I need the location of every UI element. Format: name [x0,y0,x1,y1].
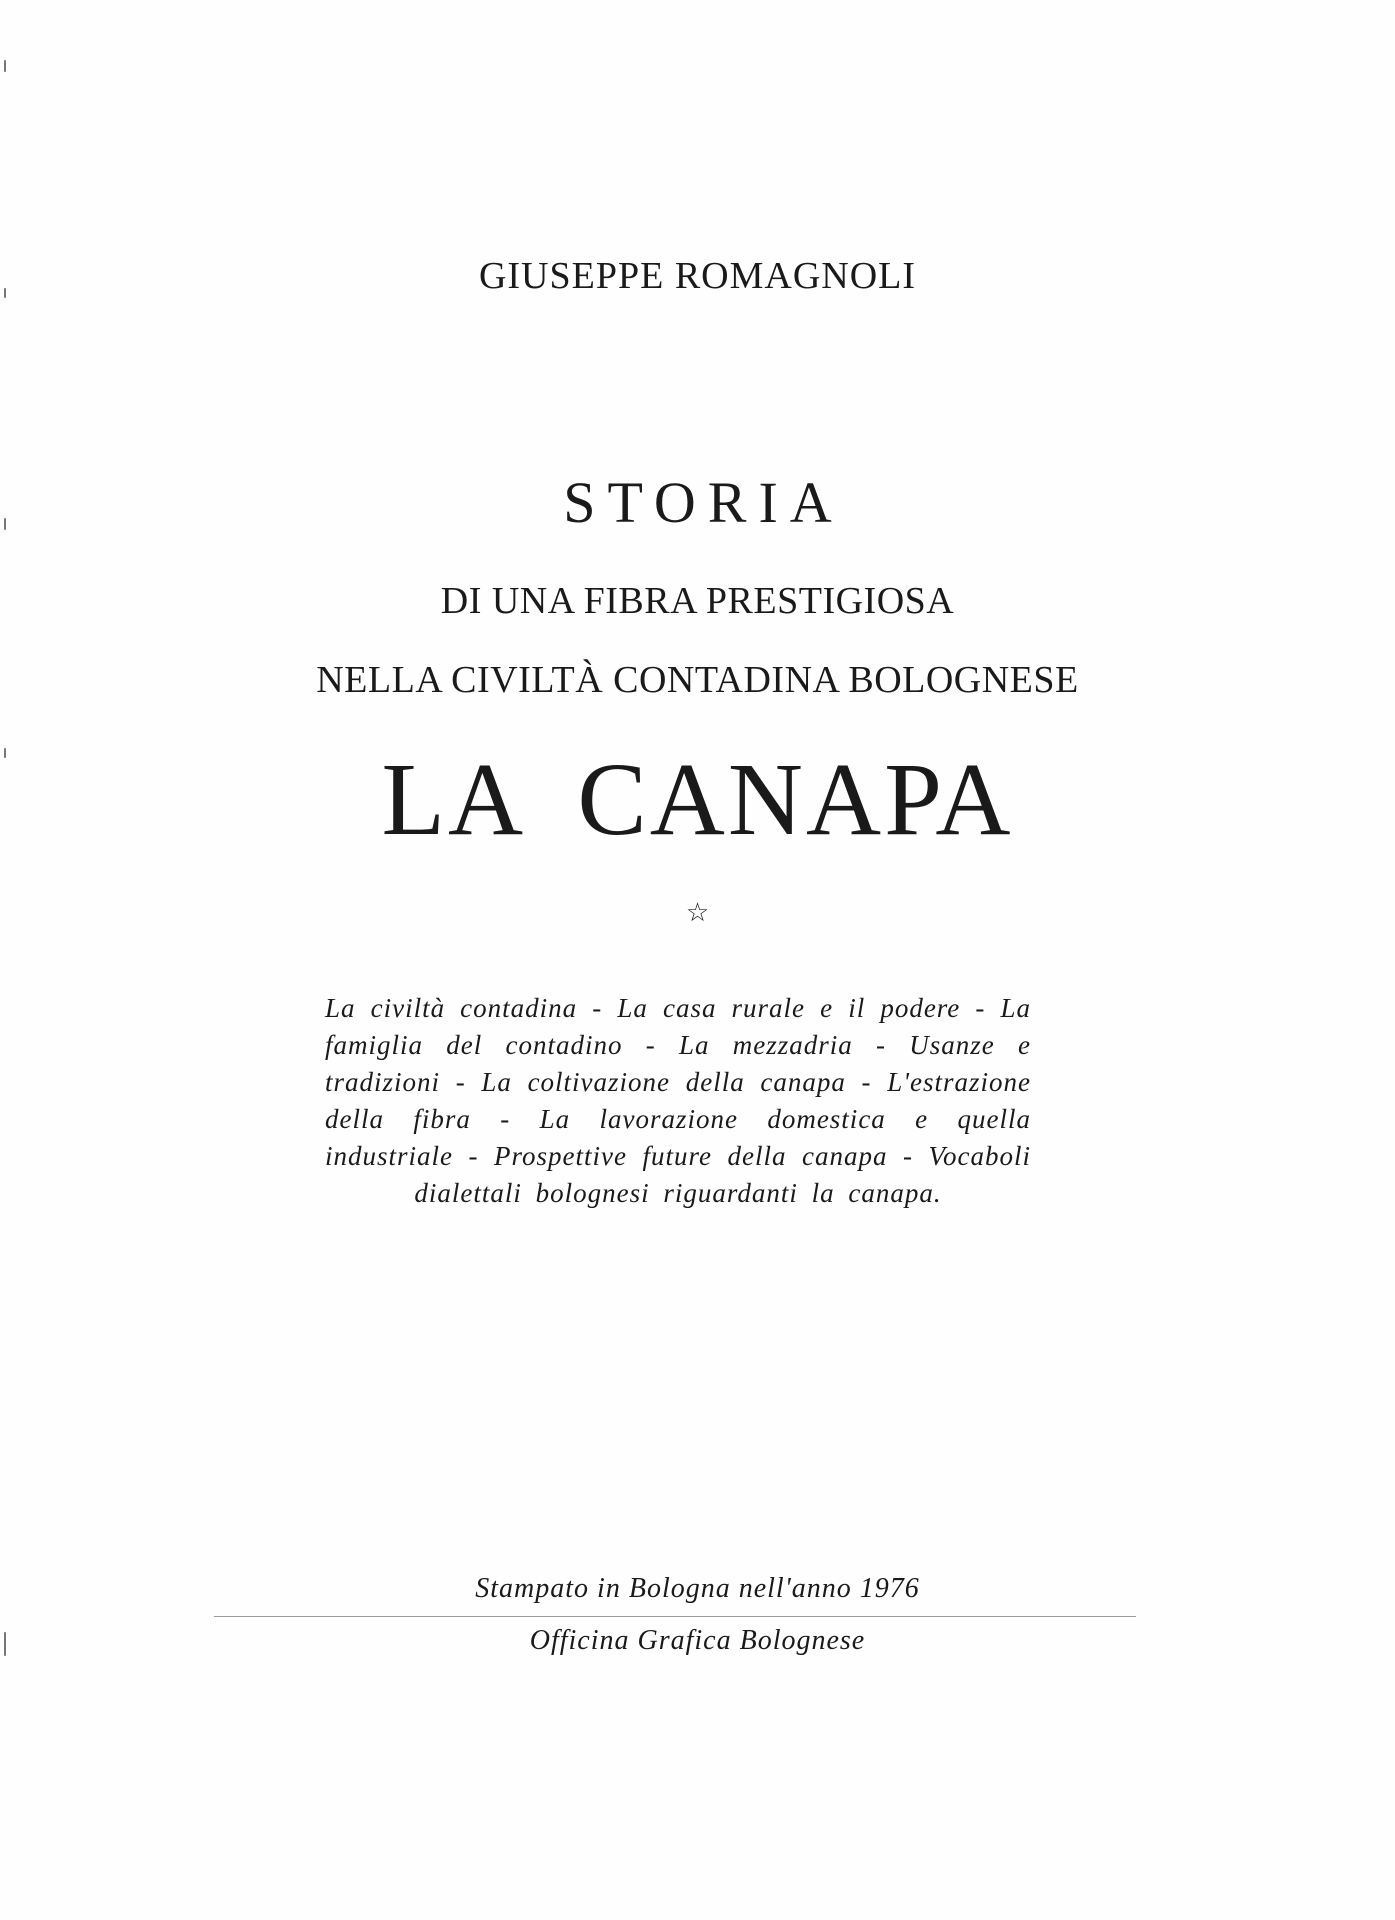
author-name: GIUSEPPE ROMAGNOLI [478,255,917,297]
star-icon: ☆ [685,898,710,928]
subtitle-line-2: NELLA CIVILTÀ CONTADINA BOLOGNESE [316,659,1079,701]
title-big: LA CANAPA [381,742,1014,857]
contents-summary: La civiltà contadina - La casa rurale e il podere - La famiglia del contadino - La mezzadria - Usanze e tradizioni - La coltivazione della canapa - L'estrazione della fibra - La lavorazione domestica e quella industriale - Prospettive future della canapa - Vocaboli dialettali bolognesi riguardanti la canapa. [325,993,1031,1208]
title-main: STORIA [563,470,844,535]
publisher-line: Officina Grafica Bolognese [529,1625,866,1656]
binding-mark [4,60,6,72]
imprint-line: Stampato in Bologna nell'anno 1976 [475,1573,920,1604]
divider-rule [214,1616,1136,1617]
subtitle-line-1: DI UNA FIBRA PRESTIGIOSA [440,580,955,622]
